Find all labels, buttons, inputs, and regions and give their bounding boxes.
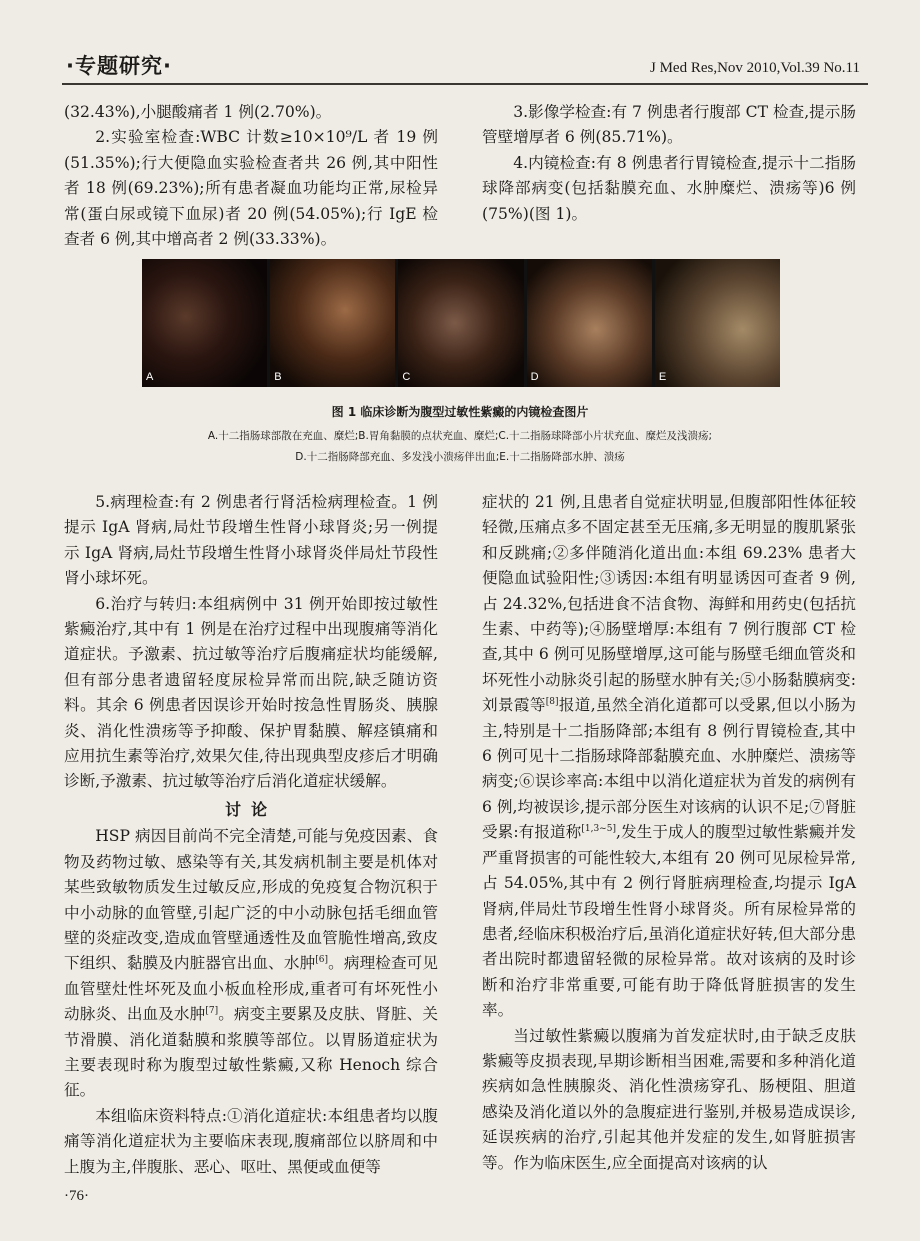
paragraph-features: 本组临床资料特点:①消化道症状:本组患者均以腹痛等消化道症状为主要临床表现,腹痛部位以脐周和中上腹为主,伴腹胀、恶心、呕吐、黑便或血便等: [64, 1106, 438, 1176]
journal-info: J Med Res,Nov 2010,Vol.39 No.11: [649, 60, 860, 76]
panel-label: C: [402, 371, 411, 383]
citation: [1,3~5]: [581, 824, 616, 835]
top-right-column: [482, 100, 856, 227]
panel-label: B: [274, 371, 282, 383]
text-run: 症状的 21 例,且患者自觉症状明显,但腹部阳性体征较轻微,压痛点多不固定甚至无压痛,多无明显的腹肌紧张和反跳痛;②多伴随消化道出血:本组 69.23% 患者大便隐血试验阳性;③诱因:本组有明显诱因可查者 9 例,占 24.32%,包括进食不洁食物、海鲜和用药史(包括抗生素、中药等);④肠壁增厚:本组有 7 例行腹部 CT 检查,其中 6 例可见肠壁增厚,这可能与肠壁毛细血管炎和坏死性小动脉炎引起的肠壁水肿有关;⑤小肠黏膜病变:刘景霞等: [482, 493, 856, 715]
figure-panel-b: [270, 259, 395, 387]
figure-caption: D.十二指肠降部充血、多发浅小溃疡伴出血;E.十二指肠降部水肿、溃疡: [295, 451, 625, 463]
figure-panel-e: [655, 259, 780, 387]
section-heading: 讨论: [224, 799, 277, 819]
panel-label: A: [146, 371, 154, 383]
paragraph-imaging: 3.影像学检查:有 7 例患者行腹部 CT 检查,提示肠管壁增厚者 6 例(85.71%)。: [482, 103, 856, 147]
top-left-column: [64, 100, 438, 252]
paragraph-pathology: 5.病理检查:有 2 例患者行肾活检病理检查。1 例提示 IgA 肾病,局灶节段增生性肾小球肾炎;另一例提示 IgA 肾病,局灶节段增生性肾小球肾炎伴局灶节段性肾小球坏死。: [64, 493, 438, 588]
page-number: ·76·: [64, 1188, 89, 1204]
figure-caption: A.十二指肠球部散在充血、糜烂;B.胃角黏膜的点状充血、糜烂;C.十二指肠球降部小片状充血、糜烂及浅溃疡;: [207, 430, 713, 442]
endoscopy-figure: [142, 259, 780, 387]
section-tag: ·专题研究·: [66, 54, 172, 78]
text-run: ,发生于成人的腹型过敏性紫癜并发严重肾损害的可能性较大,本组有 20 例可见尿检异常,占 54.05%,其中有 2 例行肾脏病理检查,均提示 IgA 肾病,伴局灶节段增生性肾小球肾炎。所有尿检异常的患者,经临床积极治疗后,虽消化道症状好转,但大部分患者出院时都遗留轻微的尿检异常。故对该病的及时诊断和治疗非常重要,可能有助于降低肾脏损害的发生率。: [482, 823, 856, 1020]
text-run: 。病理检查可见血管壁灶性坏死及血小板血栓形成,重者可有坏死性小动脉炎、出血及水肿: [64, 954, 438, 1024]
paragraph-diagnosis: 当过敏性紫癜以腹痛为首发症状时,由于缺乏皮肤紫癜等皮损表现,早期诊断相当困难,需要和多种消化道疾病如急性胰腺炎、消化性溃疡穿孔、肠梗阻、胆道感染及消化道以外的急腹症进行鉴别,并极易造成误诊,延误疾病的治疗,引起其他并发症的发生,如肾脏损害等。作为临床医生,应全面提高对该病的认: [482, 1026, 856, 1172]
panel-label: E: [658, 371, 667, 383]
figure-panel-c: [398, 259, 523, 387]
paragraph-features-continued: [482, 490, 856, 1024]
header-rule: [62, 83, 868, 85]
paragraph-lab-tests: 2.实验室检查:WBC 计数≥10×10⁹/L 者 19 例(51.35%);行大便隐血实验检查者共 26 例,其中阳性者 18 例(69.23%);所有患者凝血功能均正常,尿检异常(蛋白尿或镜下血尿)者 20 例(54.05%);行 IgE 检查者 6 例,其中增高者 2 例(33.33%)。: [64, 128, 438, 249]
figure-panel-d: [527, 259, 652, 387]
citation: [6]: [315, 955, 329, 966]
citation: [8]: [545, 697, 559, 708]
panel-label: D: [530, 371, 539, 383]
bottom-left-column: [64, 490, 438, 1180]
figure-title: 图 1 临床诊断为腹型过敏性紫癜的内镜检查图片: [331, 405, 589, 419]
paragraph-endoscopy: 4.内镜检查:有 8 例患者行胃镜检查,提示十二指肠球降部病变(包括黏膜充血、水肿糜烂、溃疡等)6 例(75%)(图 1)。: [482, 153, 856, 223]
bottom-right-column: [482, 490, 856, 1176]
text-run: 报道,虽然全消化道都可以受累,但以小肠为主,特别是十二指肠降部;本组有 8 例行胃镜检查,其中 6 例可见十二指肠球降部黏膜充血、水肿糜烂、溃疡等病变;⑥误诊率高:本组中以消化道症状为首发的病例有 6 例,均被误诊,提示部分医生对该病的认识不足;⑦肾脏受累:有报道称: [482, 696, 856, 842]
paragraph-treatment: 6.治疗与转归:本组病例中 31 例开始即按过敏性紫癜治疗,其中有 1 例是在治疗过程中出现腹痛等消化道症状。予激素、抗过敏等治疗后腹痛症状均能缓解,但有部分患者遗留轻度尿检异常而出院,缺乏随访资料。其余 6 例患者因误诊开始时按急性胃肠炎、胰腺炎、消化性溃疡等予抑酸、保护胃黏膜、解痉镇痛和应用抗生素等治疗,效果欠佳,待出现典型皮疹后才明确诊断,予激素、抗过敏等治疗后消化道症状缓解。: [64, 594, 438, 791]
figure-panel-a: [142, 259, 267, 387]
text-run: HSP 病因目前尚不完全清楚,可能与免疫因素、食物及药物过敏、感染等有关,其发病机制主要是机体对某些致敏物质发生过敏反应,形成的免疫复合物沉积于中小动脉的血管壁,引起广泛的中小动脉包括毛细血管壁的炎症改变,造成血管壁通透性及血管脆性增高,致皮下组织、黏膜及内脏器官出血、水肿: [64, 827, 438, 973]
text-run: 。病变主要累及皮肤、肾脏、关节滑膜、消化道黏膜和浆膜等部位。以胃肠道症状为主要表现时称为腹型过敏性紫癜,又称 Henoch 综合征。: [64, 1005, 438, 1100]
citation: [7]: [205, 1005, 219, 1016]
paragraph-discussion: [64, 824, 438, 1103]
paragraph-continued: (32.43%),小腿酸痛者 1 例(2.70%)。: [64, 103, 332, 121]
